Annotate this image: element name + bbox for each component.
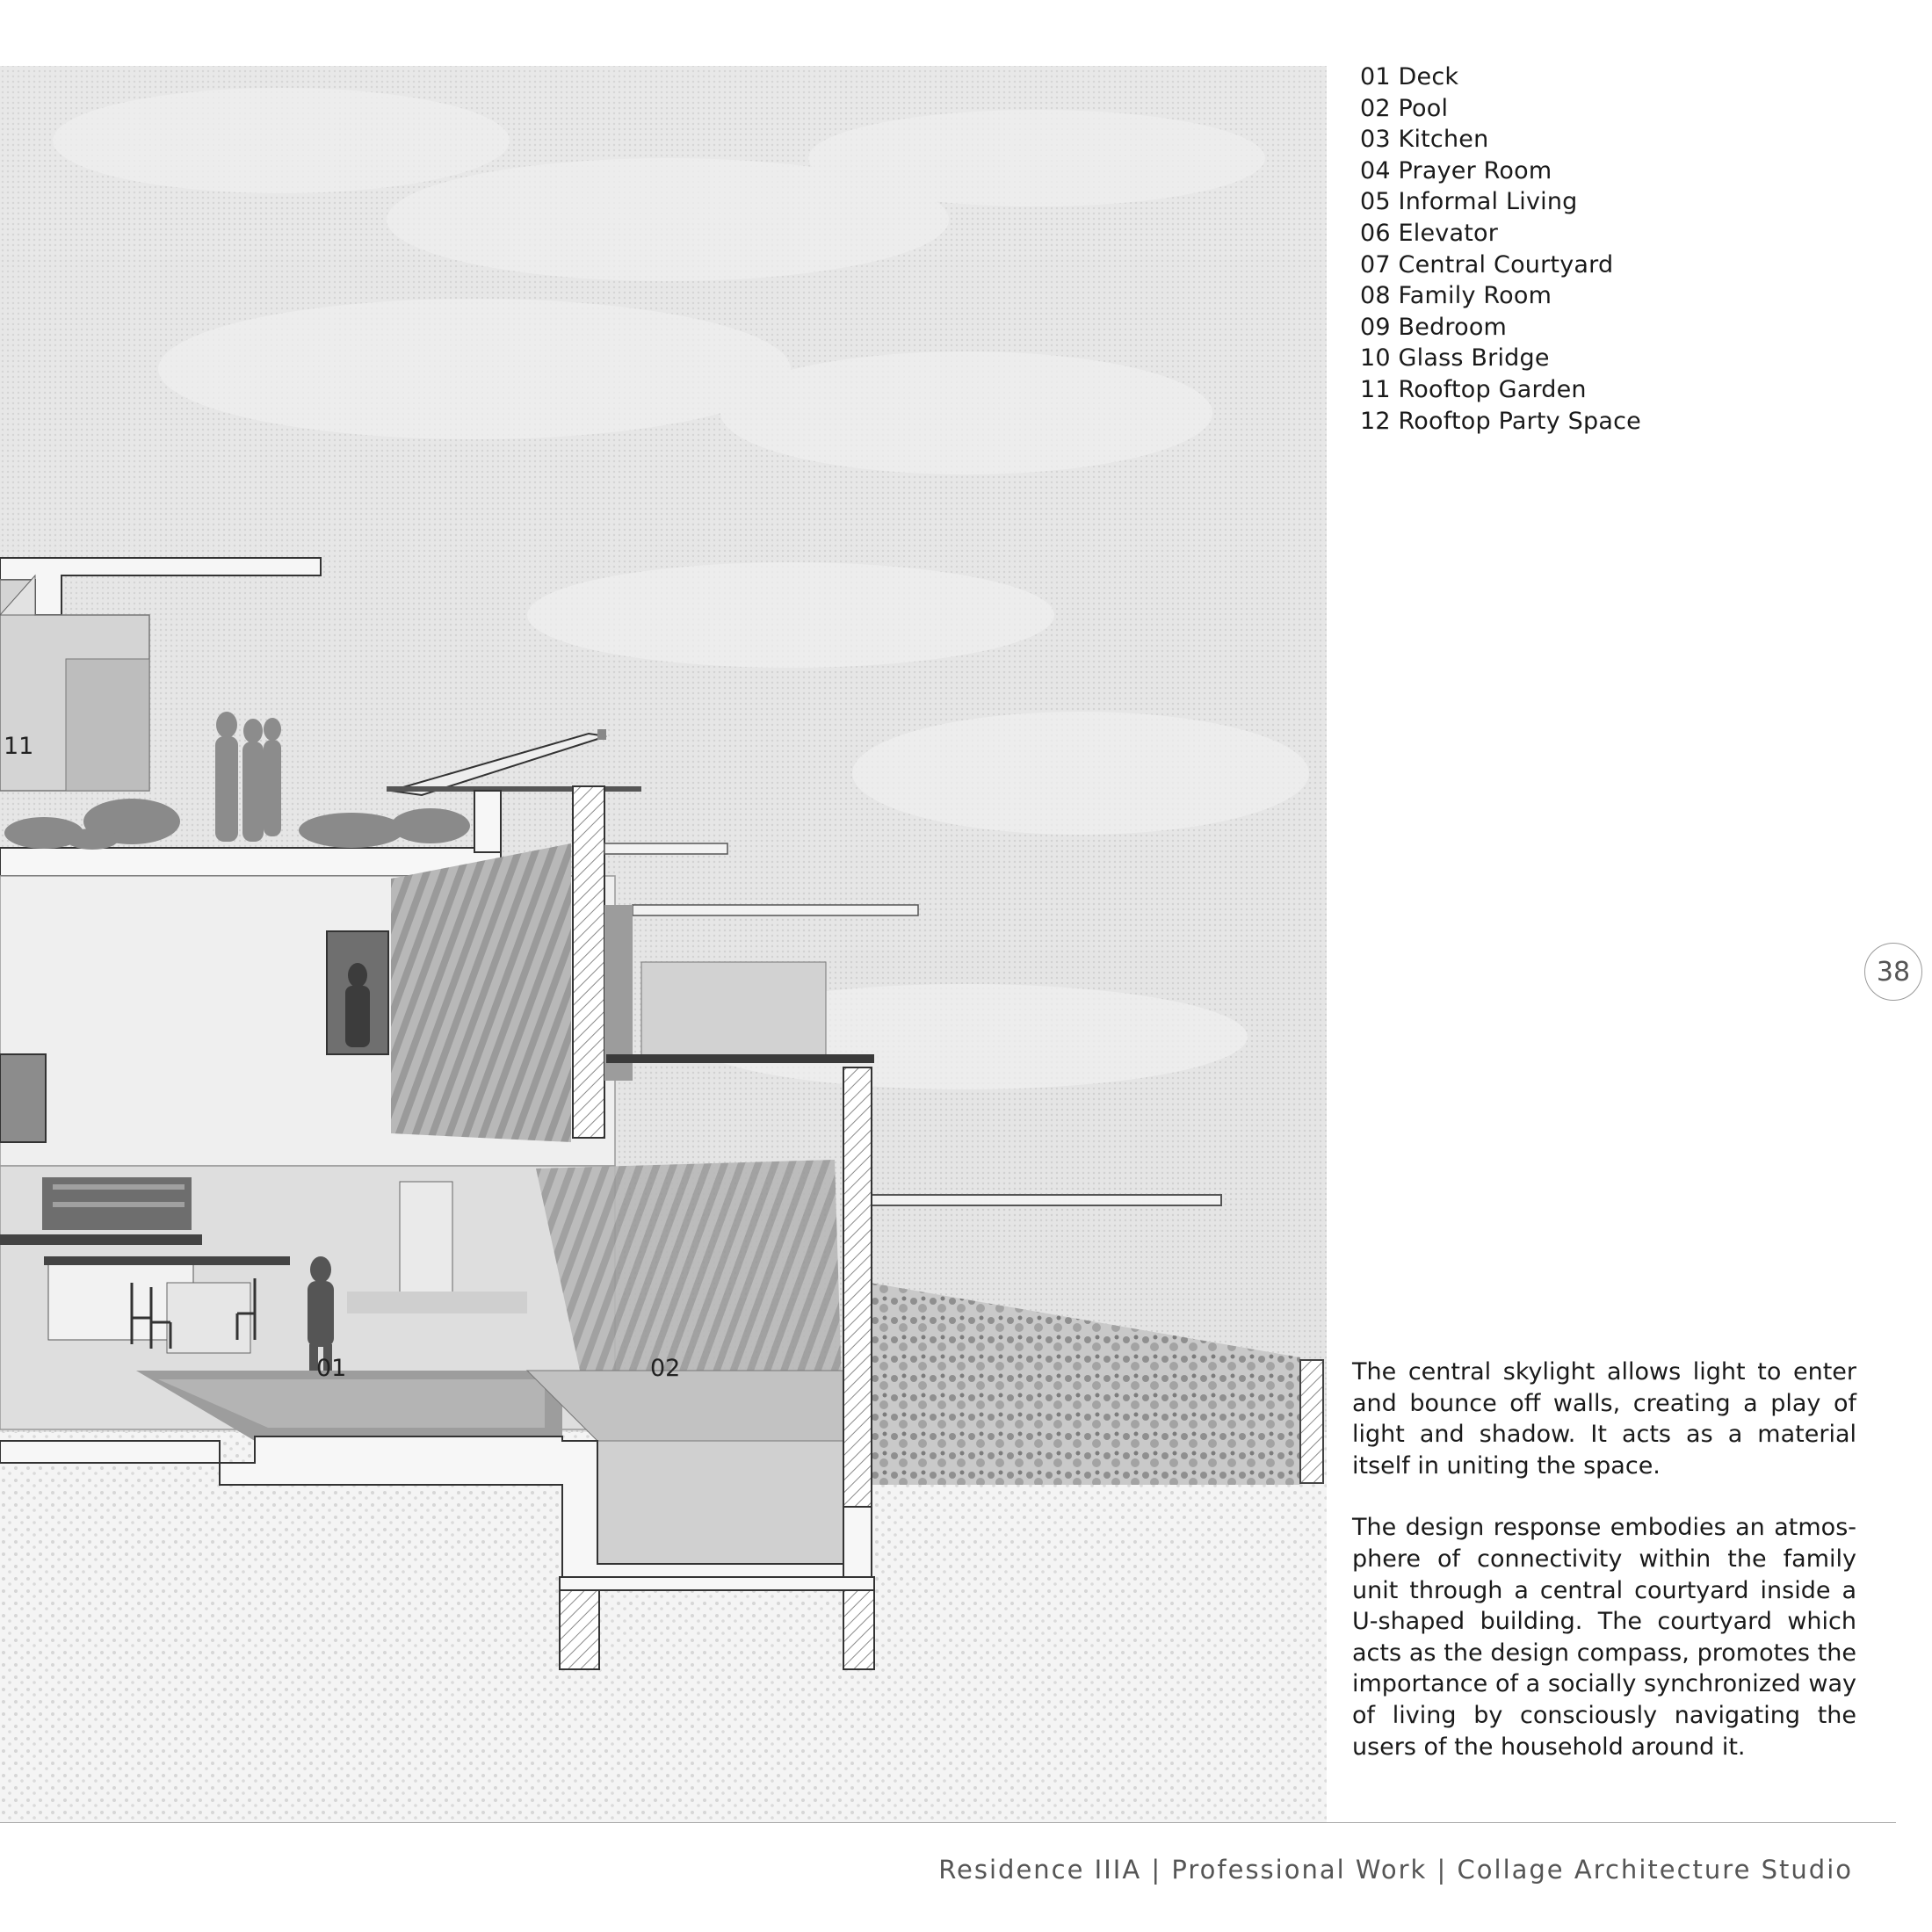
pool-basin	[597, 1441, 843, 1564]
legend-item: 10 Glass Bridge	[1360, 344, 1550, 373]
legend-item: 08 Family Room	[1360, 282, 1552, 310]
tag-pool: 02	[650, 1355, 681, 1382]
rooftop-slab	[0, 848, 501, 876]
legend-item: 06 Elevator	[1360, 219, 1499, 247]
legend-item: 03 Kitchen	[1360, 126, 1489, 154]
tv-screen	[0, 1054, 46, 1142]
door	[400, 1182, 452, 1296]
space-legend	[1360, 62, 1641, 437]
footer-caption: Residence IIIA | Professional Work | Collage Architecture Studio	[938, 1855, 1853, 1885]
description-paragraph: The central skylight allows light to enter and bounce off walls, creating a play of light and shadow. It acts as a material itself in uniting the space.	[1352, 1358, 1856, 1480]
legend-item: 01 Deck	[1360, 63, 1459, 90]
legend-item: 02 Pool	[1360, 94, 1449, 122]
parapet	[474, 791, 501, 852]
page-number-badge: 38	[1864, 943, 1922, 1001]
legend-item: 04 Prayer Room	[1360, 156, 1552, 185]
tag-rooftop-garden: 11	[4, 733, 34, 760]
boundary-wall	[1300, 1360, 1323, 1483]
legend-item: 11 Rooftop Garden	[1360, 375, 1587, 403]
legend-item: 05 Informal Living	[1360, 188, 1578, 216]
rooftop-people	[215, 712, 281, 842]
legend-item: 07 Central Courtyard	[1360, 250, 1614, 279]
description-paragraph: The design response embodies an atmos-phere of connectivity within the family unit through a central courtyard inside a U-shaped building. The courtyard which acts as the design compass, promotes the importance of a socially synchronized way of living by consciously navigating the users of the household around it.	[1352, 1514, 1856, 1761]
shaded-wall	[391, 843, 571, 1142]
footer-divider	[0, 1822, 1896, 1823]
description	[1352, 1357, 1856, 1793]
foundation-left	[560, 1590, 599, 1669]
foundation-right	[843, 1590, 874, 1669]
legend-item: 09 Bedroom	[1360, 313, 1508, 341]
column-hatch	[573, 786, 604, 1138]
canopy-right	[870, 1195, 1221, 1205]
tag-deck: 01	[316, 1355, 347, 1382]
legend-item: 12 Rooftop Party Space	[1360, 407, 1641, 435]
kitchen-counter	[0, 1234, 202, 1245]
